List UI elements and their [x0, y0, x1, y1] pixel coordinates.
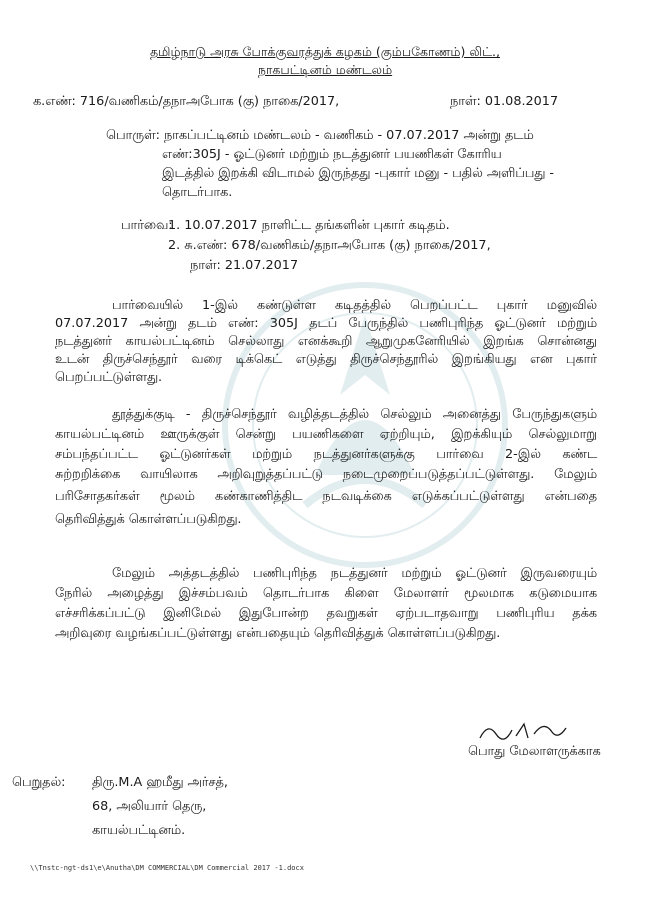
reference-item: 2. சு.எண்: 678/வணிகம்/தநாஅபோக (கு) நாகை/2017,	[168, 238, 491, 253]
paragraph-line: அறிவுரை வழங்கப்பட்டுள்ளது என்பதையும் தெரிவித்துக் கொள்ளப்படுகிறது.	[55, 626, 501, 641]
paragraph-line: மேலும் அத்தடத்தில் பணிபுரிந்த நடத்துனர் மற்றும் ஓட்டுனர் இருவரையும்	[112, 566, 597, 581]
file-path-footer: \\Tnstc-ngt-ds1\e\Anutha\DM COMMERCIAL\DM Commercial 2017 -1.docx	[30, 864, 304, 872]
handwritten-signature	[478, 716, 568, 746]
reference-item: 1. 10.07.2017 நாளிட்ட தங்களின் புகார் கடிதம்.	[168, 218, 450, 233]
subject-line: இடத்தில் இறக்கி விடாமல் இருந்தது -புகார் மனு - பதில் அளிப்பது -	[162, 166, 555, 181]
paragraph-line: பரிசோதகர்கள் மூலம் கண்காணித்திட நடவடிக்கை எடுக்கப்பட்டுள்ளது என்பதை	[55, 489, 597, 504]
subject-line: பொருள்: நாகப்பட்டினம் மண்டலம் - வணிகம் - 07.07.2017 அன்று தடம்	[106, 128, 534, 143]
recipient-address: 68, அலியார் தெரு,	[92, 799, 207, 814]
paragraph-line: சம்பந்தப்பட்ட ஓட்டுனர்கள் மற்றும் நடத்துனர்களுக்கு பார்வை 2-இல் கண்ட	[55, 447, 597, 462]
reference-number: க.எண்: 716/வணிகம்/தநாஅபோக (கு) நாகை/2017,	[33, 94, 340, 109]
organization-heading: தமிழ்நாடு அரசு போக்குவரத்துக் கழகம் (கும்பகோணம்) லிட்.,	[150, 44, 500, 59]
paragraph-line: காயல்பட்டினம் ஊருக்குள் சென்று பயணிகளை ஏற்றியும், இறக்கியும் செல்லுமாறு	[55, 427, 597, 442]
recipient-label: பெறுதல்:	[12, 775, 66, 790]
reference-label: பார்வை:	[121, 218, 173, 233]
paragraph-line: நேரில் அழைத்து இச்சம்பவம் தொடர்பாக கிளை மேலாளர் மூலமாக கடுமையாக	[55, 586, 597, 601]
paragraph-line: நடத்துனர் காயல்பட்டினம் செல்லாது எனக்கூறி ஆறுமுகனேரியில் இறங்க சொன்னது	[55, 334, 597, 349]
recipient-address: காயல்பட்டினம்.	[92, 823, 186, 838]
paragraph-line: தெரிவித்துக் கொள்ளப்படுகிறது.	[55, 512, 242, 527]
signatory-title: பொது மேலாளருக்காக	[468, 744, 601, 759]
paragraph-line: உடன் திருச்செந்தூர் வரை டிக்கெட் எடுத்து திருச்செந்தூரில் இறங்கியது என புகார்	[55, 352, 597, 367]
subject-line: எண்:305J - ஓட்டுனர் மற்றும் நடத்துனர் பயணிகள் கோரிய	[162, 147, 502, 162]
paragraph-line: சுற்றறிக்கை வாயிலாக அறிவுறுத்தப்பட்டு நடைமுறைப்படுத்தப்பட்டுள்ளது. மேலும்	[55, 467, 597, 482]
subject-line: தொடர்பாக.	[162, 185, 233, 200]
region-heading: நாகபட்டினம் மண்டலம்	[257, 62, 393, 77]
paragraph-line: 07.07.2017 அன்று தடம் எண்: 305J தடப் பேருந்தில் பணிபுரிந்த ஓட்டுனர் மற்றும்	[55, 316, 597, 331]
reference-item-date: நாள்: 21.07.2017	[190, 258, 299, 273]
letter-date: நாள்: 01.08.2017	[450, 94, 559, 109]
recipient-name: திரு.M.A ஹமீது அர்சத்,	[92, 775, 228, 790]
paragraph-line: பெறப்பட்டுள்ளது.	[55, 370, 163, 385]
paragraph-line: பார்வையில் 1-இல் கண்டுள்ள கடிதத்தில் பெறப்பட்ட புகார் மனுவில்	[112, 298, 597, 313]
paragraph-line: எச்சரிக்கப்பட்டு இனிமேல் இதுபோன்ற தவறுகள் ஏற்படாதவாறு பணிபுரிய தக்க	[55, 606, 597, 621]
paragraph-line: தூத்துக்குடி - திருச்செந்தூர் வழித்தடத்தில் செல்லும் அனைத்து பேருந்துகளும்	[112, 407, 597, 422]
